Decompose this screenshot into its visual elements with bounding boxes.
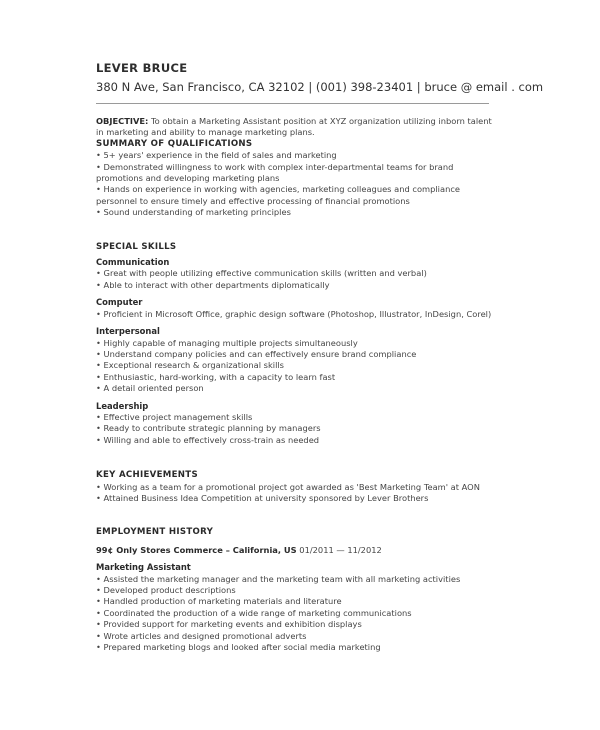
- duty-line: • Wrote articles and designed promotional adverts: [96, 630, 307, 641]
- duty-line: • Handled production of marketing materials and literature: [96, 596, 342, 607]
- employment-heading: EMPLOYMENT HISTORY: [96, 527, 214, 538]
- employer-line: [96, 545, 516, 556]
- achievements-heading: KEY ACHIEVEMENTS: [96, 470, 198, 481]
- skill-group-heading-communication: Communication: [96, 257, 170, 268]
- objective-label: OBJECTIVE:: [96, 116, 149, 126]
- skill-line: • Great with people utilizing effective communication skills (written and verbal): [96, 268, 427, 279]
- skill-group-heading-leadership: Leadership: [96, 400, 149, 411]
- qualification-line: • Demonstrated willingness to work with complex inter-departmental teams for brand: [96, 161, 454, 172]
- skill-line: • Exceptional research & organizational skills: [96, 360, 285, 371]
- job-title: Marketing Assistant: [96, 562, 191, 573]
- objective-text-1: To obtain a Marketing Assistant position at XYZ organization utilizing inborn talent: [148, 116, 492, 126]
- skill-line: • Effective project management skills: [96, 411, 253, 422]
- skill-line: • A detail oriented person: [96, 383, 204, 394]
- qualification-line: • 5+ years' experience in the field of sales and marketing: [96, 150, 337, 161]
- qualifications-heading: SUMMARY OF QUALIFICATIONS: [96, 138, 253, 149]
- objective-line-2: in marketing and ability to manage marketing plans.: [96, 127, 315, 138]
- contact-line: 380 N Ave, San Francisco, CA 32102 | (001) 398-23401 | bruce @ email . com: [96, 80, 544, 94]
- duty-line: • Prepared marketing blogs and looked after social media marketing: [96, 642, 381, 653]
- achievement-line: • Working as a team for a promotional project got awarded as 'Best Marketing Team' at AON: [96, 481, 480, 492]
- duty-line: • Coordinated the production of a wide range of marketing communications: [96, 607, 412, 618]
- header-divider: [96, 103, 489, 104]
- skill-group-heading-interpersonal: Interpersonal: [96, 326, 160, 337]
- skill-line: • Understand company policies and can effectively ensure brand compliance: [96, 348, 417, 359]
- resume-body: [96, 116, 516, 653]
- skill-line: • Able to interact with other departments diplomatically: [96, 279, 330, 290]
- employment-dates: 01/2011 — 11/2012: [296, 544, 382, 555]
- achievement-line: • Attained Business Idea Competition at university sponsored by Lever Brothers: [96, 492, 429, 503]
- qualification-line: personnel to ensure timely and effective processing of financial promotions: [96, 195, 410, 206]
- employer-name: 99¢ Only Stores Commerce – California, US: [96, 544, 297, 555]
- skills-heading: SPECIAL SKILLS: [96, 241, 177, 252]
- duty-line: • Provided support for marketing events and exhibition displays: [96, 619, 362, 630]
- skill-line: • Willing and able to effectively cross-train as needed: [96, 434, 320, 445]
- duty-line: • Developed product descriptions: [96, 585, 236, 595]
- skill-line: • Enthusiastic, hard-working, with a capacity to learn fast: [96, 371, 336, 382]
- duty-line: • Assisted the marketing manager and the marketing team with all marketing activities: [96, 573, 461, 584]
- qualification-line: • Sound understanding of marketing principles: [96, 207, 291, 218]
- candidate-name: LEVER BRUCE: [96, 61, 188, 75]
- skill-group-heading-computer: Computer: [96, 297, 143, 308]
- qualification-line: promotions and developing marketing plans: [96, 173, 280, 184]
- skill-line: • Proficient in Microsoft Office, graphic design software (Photoshop, Illustrator, InDesign, Corel): [96, 308, 492, 319]
- objective-line-1: [96, 116, 516, 127]
- skill-line: • Ready to contribute strategic planning by managers: [96, 423, 321, 434]
- qualification-line: • Hands on experience in working with agencies, marketing colleagues and compliance: [96, 184, 460, 195]
- skill-line: • Highly capable of managing multiple projects simultaneously: [96, 337, 358, 348]
